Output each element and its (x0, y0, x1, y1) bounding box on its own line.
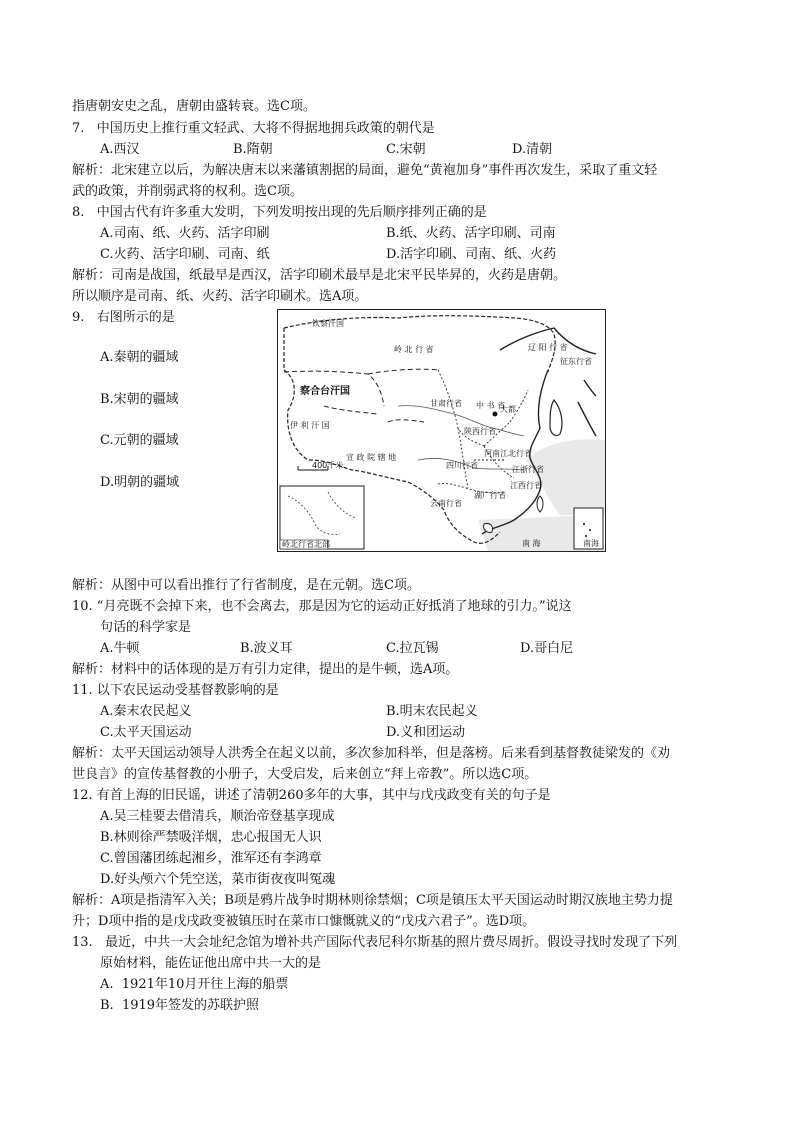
q13-stem: 13. 最近，中共一大会址纪念馆为增补共产国际代表尼科尔斯基的照片费尽周折。假设寻找时发现了下列 (72, 935, 678, 950)
q8-option-a: A.司南、纸、火药、活字印刷 (100, 226, 270, 241)
map-label-dadu: 大都 (500, 405, 516, 414)
q12-option-c: C.曾国藩团练起湘乡，淮军还有李鸿章 (100, 851, 322, 866)
q10-stem-line2: 句话的科学家是 (100, 620, 192, 635)
map-svg (278, 310, 605, 551)
yuan-dynasty-map (277, 309, 606, 552)
q7-option-a: A.西汉 (100, 142, 140, 157)
q11-stem: 11. 以下农民运动受基督教影响的是 (72, 683, 279, 698)
q10-stem: 10. “月亮既不会掉下来，也不会离去，那是因为它的运动正好抵消了地球的引力。”说这 (72, 599, 572, 614)
q13-stem-line2: 原始材料，能佐证他出席中共一大的是 (100, 956, 322, 971)
q9-stem: 9. 右图所示的是 (72, 310, 175, 325)
q12-option-a: A.吴三桂要去借清兵，顺治帝登基享现成 (100, 809, 335, 824)
q11-analysis-line1: 解析：太平天国运动领导人洪秀全在起义以前，多次参加科举，但是落榜。后来看到基督教徒梁发的《劝 (72, 746, 671, 761)
q13-option-b: B. 1919年签发的苏联护照 (100, 998, 260, 1013)
q8-option-b: B.纸、火药、活字印刷、司南 (386, 226, 556, 241)
q12-option-b: B.林则徐严禁吸洋烟，忠心报国无人识 (100, 830, 322, 845)
q11-analysis-line2: 世良言》的宣传基督教的小册子，大受启发，后来创立“拜上帝教”。所以选C项。 (72, 767, 538, 782)
q7-option-d: D.清朝 (512, 142, 553, 157)
map-label-jiangxi: 江西行省 (510, 481, 542, 490)
q8-analysis-line1: 解析：司南是战国，纸最早是西汉，活字印刷术最早是北宋平民毕昇的，火药是唐朝。 (72, 268, 567, 283)
map-label-qincha: 钦察汗国 (312, 319, 344, 328)
dadu-dot (493, 412, 498, 417)
map-label-lingbei: 岭 北 行 省 (394, 345, 434, 354)
q12-option-d: D.好头颅六个凭空送，菜市街夜夜叫冤魂 (100, 872, 336, 887)
q12-stem: 12. 有首上海的旧民谣，讲述了清朝260多年的大事，其中与戊戌政变有关的句子是 (72, 788, 551, 803)
map-label-zhengdong: 征东行省 (560, 357, 592, 366)
q11-option-a: A.秦末农民起义 (100, 704, 192, 719)
q9-analysis: 解析：从图中可以看出推行了行省制度，是在元朝。选C项。 (72, 578, 420, 593)
map-label-jiangzhe: 江浙行省 (512, 465, 544, 474)
q11-option-c: C.太平天国运动 (100, 725, 192, 740)
q9-option-b: B.宋朝的疆域 (100, 392, 179, 407)
q12-analysis-line2: 升；D项中指的是戊戌政变被镇压时在菜市口慷慨就义的“戊戌六君子”。选D项。 (72, 914, 536, 929)
map-scale-label: 400千米 (312, 461, 344, 470)
q8-analysis-line2: 所以顺序是司南、纸、火药、活字印刷术。选A项。 (72, 289, 368, 304)
q10-analysis: 解析：材料中的话体现的是万有引力定律，提出的是牛顿，选A项。 (72, 662, 459, 677)
q9-option-a: A.秦朝的疆域 (100, 350, 179, 365)
map-label-huguang: 湖广行省 (474, 491, 506, 500)
q11-option-d: D.义和团运动 (386, 725, 466, 740)
map-label-yili: 伊 利 汗 国 (290, 421, 330, 430)
q10-option-b: B.波义耳 (240, 641, 293, 656)
map-label-yunnan: 云南行省 (430, 499, 462, 508)
map-label-sichuan: 四川行省 (446, 461, 478, 470)
q9-option-c: C.元朝的疆域 (100, 433, 179, 448)
q7-stem: 7. 中国历史上推行重文轻武、大将不得据地拥兵政策的朝代是 (72, 121, 435, 136)
map-label-shaanxi: 陕西行省 (464, 427, 496, 436)
q10-option-a: A.牛顿 (100, 641, 140, 656)
inset-nanhai-label: 南海 (583, 539, 599, 548)
map-label-xuanzheng: 宣 政 院 辖 地 (346, 453, 397, 462)
q10-option-d: D.哥白尼 (520, 641, 574, 656)
q7-option-c: C.宋朝 (386, 142, 426, 157)
q8-option-c: C.火药、活字印刷、司南、纸 (100, 247, 270, 262)
q11-option-b: B.明末农民起义 (386, 704, 478, 719)
map-label-nanhai: 南 海 (522, 539, 541, 548)
q7-analysis-line2: 武的政策，并削弱武将的权利。选C项。 (72, 184, 303, 199)
japan-islands (578, 380, 596, 436)
q12-analysis-line1: 解析：A项是指清军入关；B项是鸦片战争时期林则徐禁烟；C项是镇压太平天国运动时期汉族地主势力提 (72, 893, 673, 908)
q7-analysis-line1: 解析：北宋建立以后，为解决唐末以来藩镇割据的局面，避免“黄袍加身”事件再次发生，采取了重文轻 (72, 163, 658, 178)
map-label-zhongshu: 中 书 省 (476, 401, 506, 410)
inset-label: 岭北行省北部 (282, 540, 330, 549)
q8-option-d: D.活字印刷、司南、纸、火药 (386, 247, 557, 262)
peninsula (550, 400, 562, 436)
q13-option-a: A. 1921年10月开往上海的船票 (100, 977, 289, 992)
q9-option-d: D.明朝的疆域 (100, 475, 180, 490)
q8-stem: 8. 中国古代有许多重大发明，下列发明按出现的先后顺序排列正确的是 (72, 205, 487, 220)
intro-text: 指唐朝安史之乱，唐朝由盛转衰。选C项。 (72, 99, 316, 114)
q10-option-c: C.拉瓦锡 (386, 641, 439, 656)
map-label-liaoyang: 辽 阳 行 省 (528, 343, 568, 352)
q7-option-b: B.隋朝 (233, 142, 273, 157)
map-label-ganshu: 甘肃行省 (430, 399, 462, 408)
map-label-henan: 河南江北行省 (484, 449, 532, 458)
map-label-chahetai: 察合台汗国 (300, 386, 350, 397)
taiwan-island (537, 496, 543, 512)
